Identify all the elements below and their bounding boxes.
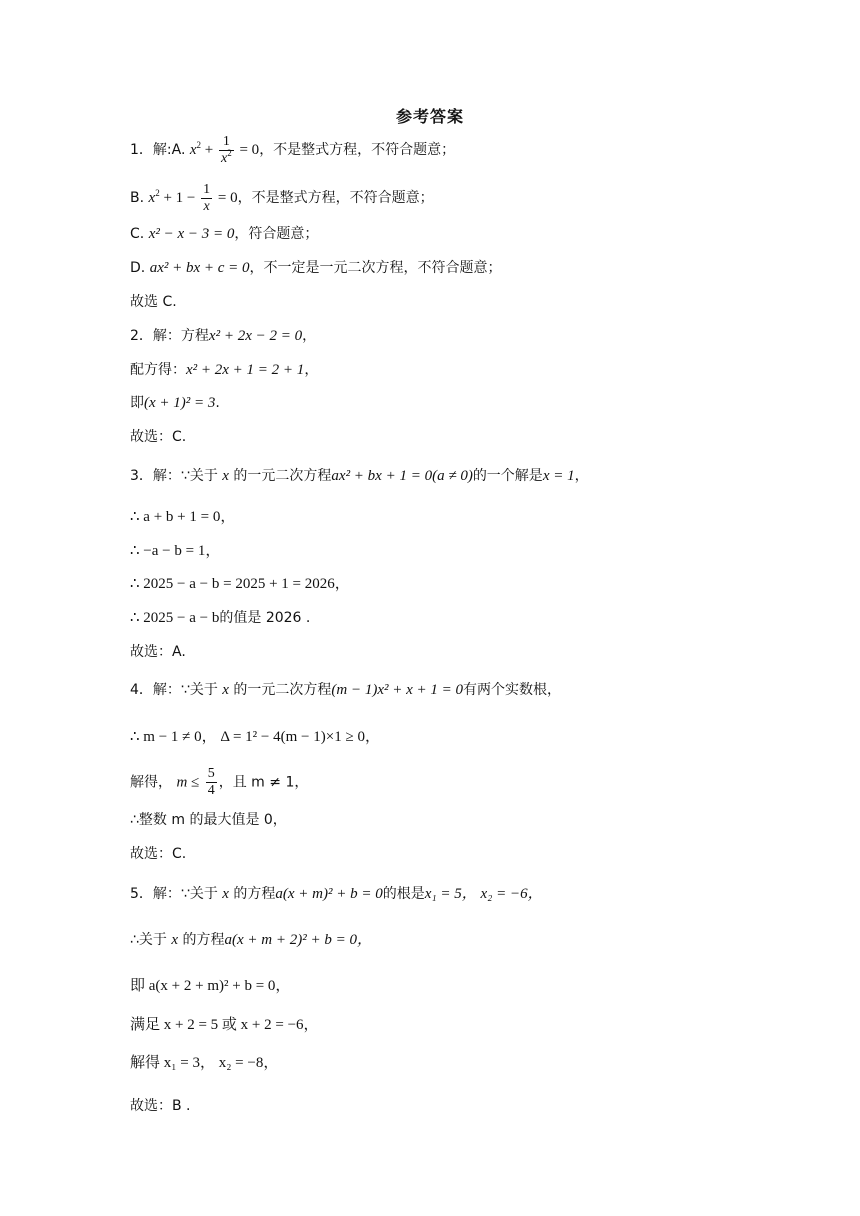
q4-line1-post: 有两个实数根， [463, 682, 562, 698]
q5-line1-post: 的根是 [382, 886, 425, 902]
q1-b-label: B. [130, 189, 145, 206]
q3-line1-expr: ax² + bx + 1 = 0(a ≠ 0) [331, 468, 473, 484]
q1-option-d [130, 258, 502, 278]
q2-line2: 配方得：x² + 2x + 1 = 2 + 1， [130, 362, 319, 378]
q4-line2: ∴ m − 1 ≠ 0， Δ = 1² − 4(m − 1)×1 ≥ 0， [130, 729, 380, 745]
q3-line1-root: x = 1 [542, 468, 575, 484]
q1-a-label: 1．解:A. [130, 141, 186, 158]
q3-line1-pre: 3．解：∵关于 [130, 468, 218, 484]
q1-d-label: D. [130, 260, 146, 276]
q4-line1-expr: (m − 1)x² + x + 1 = 0 [331, 682, 464, 698]
q5-line2-expr: a(x + m + 2)² + b = 0， [224, 932, 372, 948]
q1-a-comment: ，不是整式方程，不符合题意； [259, 141, 456, 158]
q2-line3: 即(x + 1)² = 3. [130, 395, 220, 411]
q4-variable-x: x [222, 682, 229, 698]
q5-line2-pre: ∴关于 [130, 932, 167, 948]
q3-line1: 3．解：∵关于 x 的一元二次方程ax² + bx + 1 = 0(a ≠ 0)的一个解是x = 1， [130, 468, 589, 484]
q5-answer: 故选：B . [130, 1098, 191, 1114]
q4-answer: 故选：C. [130, 846, 187, 862]
q4-fraction-den: 4 [207, 783, 215, 798]
q2-line3-label: 即 [130, 395, 144, 411]
q2-answer: 故选：C. [130, 429, 187, 445]
q5-line1-pre: 5．解：∵关于 [130, 886, 218, 902]
q2-line2-label: 配方得： [130, 362, 186, 378]
q5-variable-x: x [222, 886, 229, 902]
q5-line4: 满足 x + 2 = 5 或 x + 2 = −6， [130, 1017, 319, 1033]
q4-line1-mid: 的一元二次方程 [233, 682, 332, 698]
q5-line1-expr: a(x + m)² + b = 0 [275, 886, 383, 902]
q5-line2 [130, 930, 372, 950]
q3-line3: ∴ −a − b = 1， [130, 543, 221, 559]
q3-line5 [130, 608, 310, 628]
q5-line2-variable-x: x [171, 932, 179, 948]
q1-c-label: C. [130, 226, 145, 242]
q5-line1-roots: x₁ = 5， x₂ = −6， [424, 886, 543, 902]
q5-line3: 即 a(x + 2 + m)² + b = 0， [130, 978, 291, 994]
q2-line1-label: 2．解：方程 [130, 328, 209, 344]
q3-line1-post: 的一个解是 [472, 468, 543, 484]
q3-line2: ∴ a + b + 1 = 0， [130, 509, 236, 525]
q5-line1 [130, 884, 543, 904]
q3-answer: 故选：A. [130, 644, 186, 660]
q5-line1-mid: 的方程 [233, 886, 276, 902]
q4-line3-post: ，且 m ≠ 1， [218, 774, 309, 791]
q1-b-comment: ，不是整式方程，不符合题意； [237, 189, 434, 206]
q1-a-expr: $x^2$ + $\frac{1}{x^2}$ = 0 [189, 134, 260, 166]
page-title: 参考答案 [395, 107, 464, 126]
q3-line5-expr: ∴ 2025 − a − b [130, 610, 220, 626]
q1-c-comment: ，符合题意； [234, 226, 319, 242]
q1-option-b [130, 182, 434, 215]
q1-option-c [130, 224, 318, 244]
q2-line1: 2．解：方程x² + 2x − 2 = 0， [130, 328, 317, 344]
q1-option-a [130, 134, 455, 167]
q4-m-leq: m ≤ [176, 774, 200, 791]
q3-variable-x: x [222, 468, 229, 484]
q4-line3-pre: 解得， [130, 774, 172, 791]
q1-answer: 故选 C. [130, 294, 177, 310]
q3-line4: ∴ 2025 − a − b = 2025 + 1 = 2026， [130, 576, 350, 592]
q4-line4: ∴整数 m 的最大值是 0， [130, 812, 287, 828]
q2-line1-expr: x² + 2x − 2 = 0 [208, 328, 303, 344]
q4-line3 [130, 766, 308, 799]
q4-fraction [206, 766, 217, 799]
q5-line2-mid: 的方程 [182, 932, 225, 948]
q4-line1-pre: 4．解：∵关于 [130, 682, 218, 698]
q4-line1 [130, 680, 561, 700]
q5-line5: 解得 x₁ = 3， x₂ = −8， [130, 1055, 279, 1071]
q4-fraction-num: 5 [207, 766, 215, 781]
q1-d-expr: ax² + bx + c = 0 [149, 260, 250, 276]
q3-line1-mid: 的一元二次方程 [233, 468, 332, 484]
q1-c-expr: x² − x − 3 = 0 [148, 226, 235, 242]
q1-d-comment: ，不一定是一元二次方程，不符合题意； [249, 260, 502, 276]
q2-line3-expr: (x + 1)² = 3 [144, 395, 216, 411]
q1-b-expr: $x^2 + 1$ − $\frac{1}{x}$ = 0 [148, 182, 238, 214]
q3-line5-post: 的值是 2026 . [219, 610, 311, 626]
q2-line2-expr: x² + 2x + 1 = 2 + 1 [186, 362, 305, 378]
